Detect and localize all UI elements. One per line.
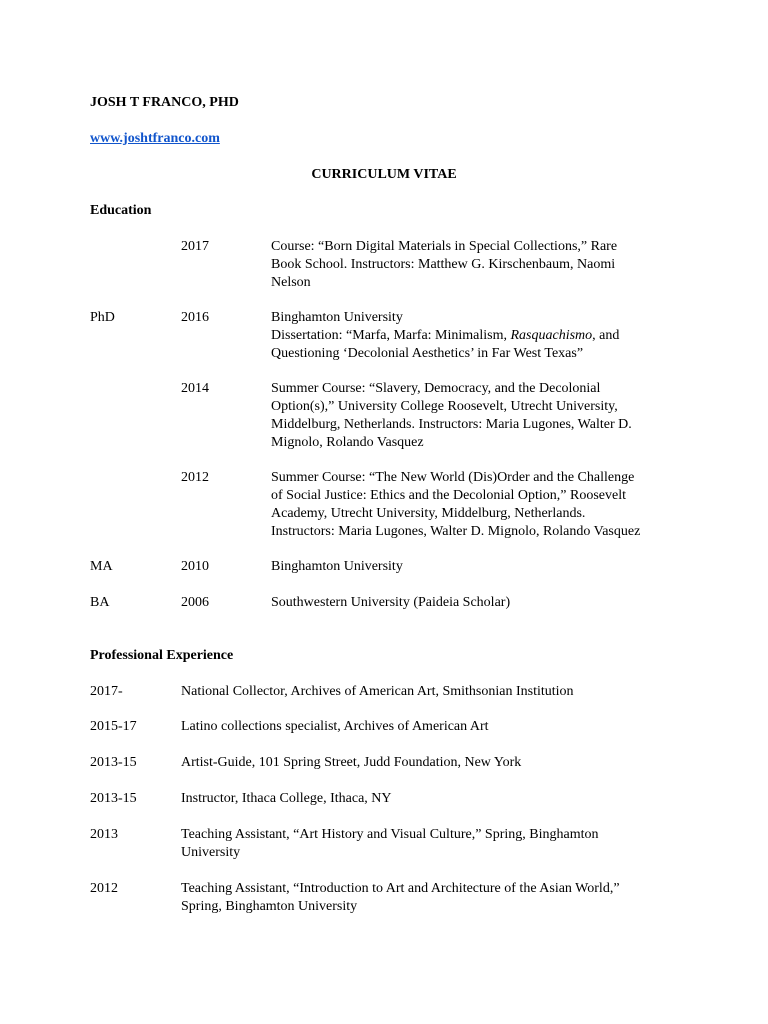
document-title: CURRICULUM VITAE xyxy=(311,167,457,182)
dissertation-line xyxy=(271,327,686,345)
detail-line: Course: “Born Digital Materials in Special Collections,” Rare xyxy=(271,239,618,254)
detail-line: Option(s),” University College Roosevelt, Utrecht University, xyxy=(271,399,618,414)
education-heading: Education xyxy=(90,203,152,218)
education-year: 2016 xyxy=(181,310,209,325)
detail-line: Book School. Instructors: Matthew G. Kirschenbaum, Naomi xyxy=(271,257,616,272)
detail-line: National Collector, Archives of American Art, Smithsonian Institution xyxy=(181,684,574,699)
dissertation-italic: Rasquachismo xyxy=(510,328,593,343)
website-link[interactable]: www.joshtfranco.com xyxy=(90,131,220,146)
education-year: 2014 xyxy=(181,381,209,396)
detail-line: Nelson xyxy=(271,275,311,290)
education-details xyxy=(271,469,686,541)
detail-line: Spring, Binghamton University xyxy=(181,899,358,914)
dissertation-post: , and xyxy=(592,328,620,343)
education-year: 2017 xyxy=(181,239,209,254)
experience-years: 2017- xyxy=(90,684,123,699)
detail-line: Artist-Guide, 101 Spring Street, Judd Foundation, New York xyxy=(181,755,522,770)
experience-details xyxy=(181,880,681,916)
detail-line: Binghamton University xyxy=(271,310,403,325)
dissertation-pre: Dissertation: “Marfa, Marfa: Minimalism, xyxy=(271,328,511,343)
detail-line: Summer Course: “Slavery, Democracy, and the Decolonial xyxy=(271,381,601,396)
experience-years: 2013 xyxy=(90,827,118,842)
detail-line: Teaching Assistant, “Art History and Visual Culture,” Spring, Binghamton xyxy=(181,827,599,842)
author-name: JOSH T FRANCO, PHD xyxy=(90,95,239,110)
detail-line: Summer Course: “The New World (Dis)Order and the Challenge xyxy=(271,470,635,485)
experience-years: 2013-15 xyxy=(90,755,137,770)
education-details xyxy=(271,558,686,576)
detail-line: Latino collections specialist, Archives of American Art xyxy=(181,719,489,734)
education-details xyxy=(271,238,686,292)
detail-line: Instructors: Maria Lugones, Walter D. Mignolo, Rolando Vasquez xyxy=(271,524,641,539)
experience-details xyxy=(181,754,681,772)
detail-line: Southwestern University (Paideia Scholar) xyxy=(271,595,511,610)
experience-details xyxy=(181,718,681,736)
experience-details xyxy=(181,790,681,808)
detail-line: University xyxy=(181,845,241,860)
education-year: 2006 xyxy=(181,595,209,610)
detail-line: Teaching Assistant, “Introduction to Art and Architecture of the Asian World,” xyxy=(181,881,620,896)
detail-line: Academy, Utrecht University, Middelburg, Netherlands. xyxy=(271,506,586,521)
experience-years: 2015-17 xyxy=(90,719,137,734)
education-details xyxy=(271,309,686,363)
education-degree: MA xyxy=(90,559,113,574)
education-details xyxy=(271,594,686,612)
education-degree: BA xyxy=(90,595,110,610)
detail-line: Binghamton University xyxy=(271,559,403,574)
detail-line: Mignolo, Rolando Vasquez xyxy=(271,435,424,450)
education-year: 2012 xyxy=(181,470,209,485)
experience-years: 2012 xyxy=(90,881,118,896)
experience-years: 2013-15 xyxy=(90,791,137,806)
experience-details xyxy=(181,683,681,701)
detail-line: Questioning ‘Decolonial Aesthetics’ in Far West Texas” xyxy=(271,346,584,361)
detail-line: Middelburg, Netherlands. Instructors: Maria Lugones, Walter D. xyxy=(271,417,632,432)
detail-line: Instructor, Ithaca College, Ithaca, NY xyxy=(181,791,392,806)
detail-line: of Social Justice: Ethics and the Decolonial Option,” Roosevelt xyxy=(271,488,626,503)
education-details xyxy=(271,380,686,452)
experience-heading: Professional Experience xyxy=(90,648,234,663)
education-year: 2010 xyxy=(181,559,209,574)
education-degree: PhD xyxy=(90,310,115,325)
experience-details xyxy=(181,826,681,862)
